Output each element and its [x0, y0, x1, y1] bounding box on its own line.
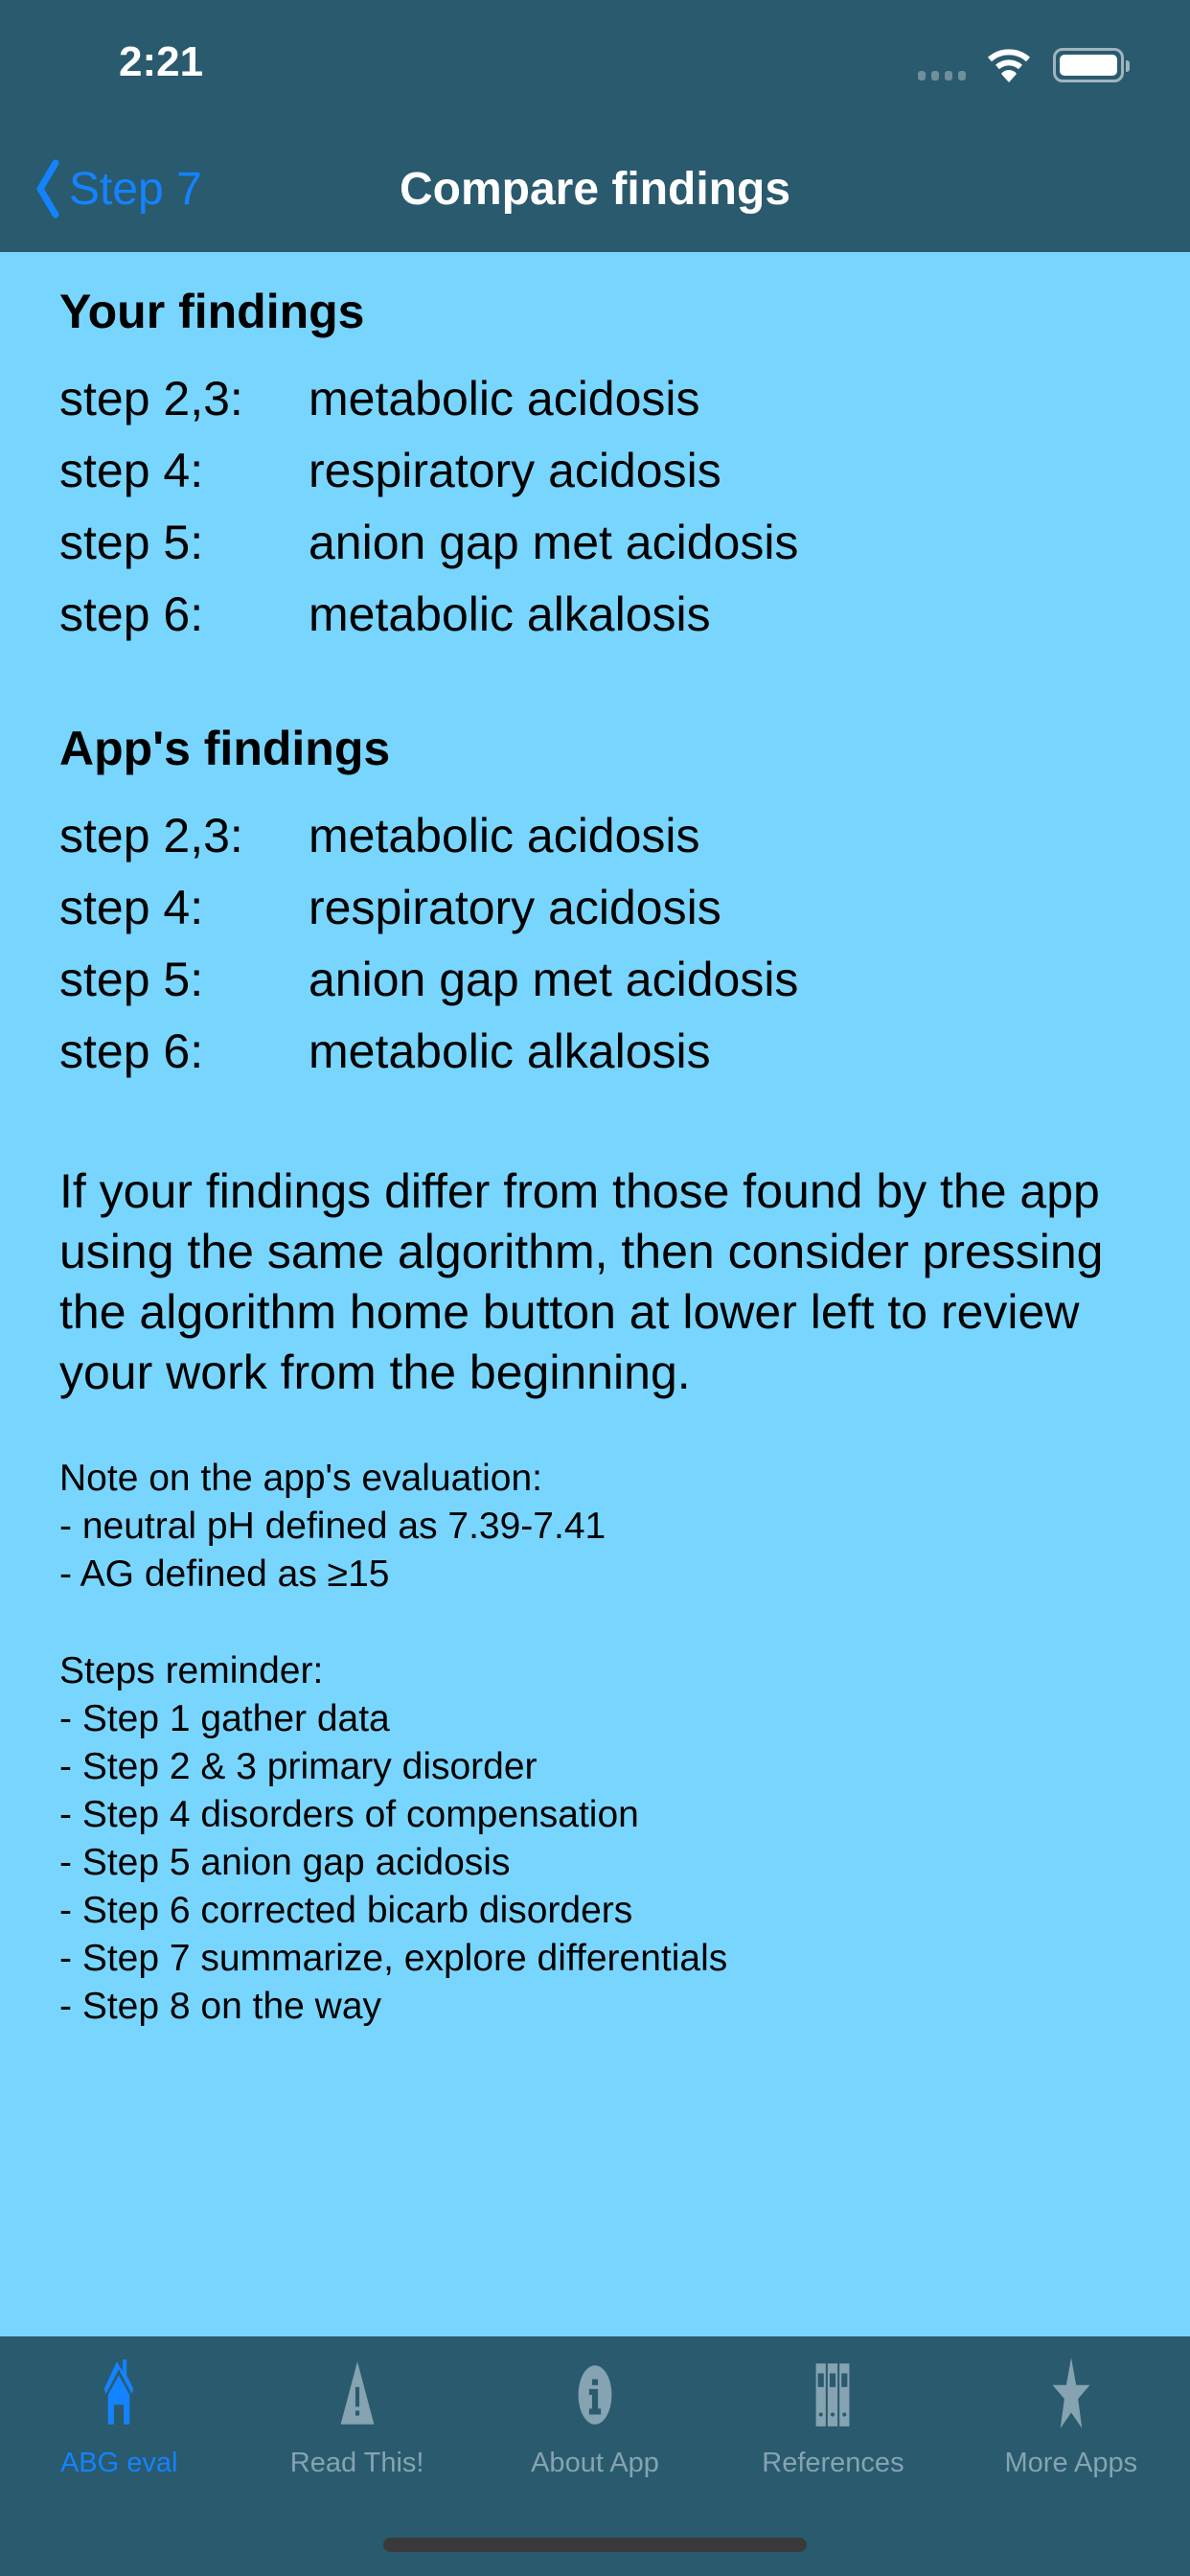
finding: metabolic acidosis — [309, 809, 700, 862]
steps-line: - Step 2 & 3 primary disorder — [59, 1746, 538, 1787]
tab-label: References — [762, 2448, 904, 2478]
step-label: step 6: — [59, 1024, 204, 1078]
finding: respiratory acidosis — [309, 444, 721, 497]
steps-line: - Step 7 summarize, explore differentials — [59, 1938, 728, 1979]
app-findings-heading: App's findings — [59, 722, 391, 775]
note-line: Note on the app's evaluation: — [59, 1458, 542, 1499]
back-label: Step 7 — [69, 163, 202, 215]
step-label: step 4: — [59, 444, 204, 497]
status-time: 2:21 — [119, 38, 204, 85]
app-finding-row — [59, 1024, 711, 1079]
your-finding-row — [59, 515, 798, 570]
app-finding-row — [59, 952, 798, 1007]
step-label: step 5: — [59, 953, 204, 1006]
finding: metabolic acidosis — [309, 372, 700, 426]
tab-abg-eval[interactable] — [0, 2336, 238, 2576]
header — [0, 0, 1190, 252]
page-title: Compare findings — [399, 164, 791, 215]
binders-icon — [794, 2354, 871, 2432]
steps-reminder — [59, 1647, 727, 2031]
advice-text: If your findings differ from those found by the app using the same algorithm, then consider pressing the algorithm home button at lower left to review your work from the beginning. — [59, 1164, 1104, 1399]
app-finding-row — [59, 880, 721, 935]
tab-more-apps[interactable] — [952, 2336, 1190, 2576]
step-label: step 4: — [59, 881, 204, 934]
info-icon — [557, 2354, 633, 2432]
steps-line: - Step 1 gather data — [59, 1698, 390, 1739]
steps-line: - Step 6 corrected bicarb disorders — [59, 1890, 633, 1931]
step-label: step 6: — [59, 587, 204, 641]
your-finding-row — [59, 443, 721, 498]
battery-icon — [1053, 48, 1124, 82]
your-finding-row — [59, 586, 711, 642]
tab-label: More Apps — [1004, 2448, 1138, 2478]
finding: metabolic alkalosis — [309, 1024, 711, 1078]
your-finding-row — [59, 371, 700, 426]
wifi-icon — [987, 46, 1031, 84]
steps-line: Steps reminder: — [59, 1650, 324, 1691]
finding: respiratory acidosis — [309, 881, 721, 934]
home-indicator — [383, 2538, 807, 2552]
steps-line: - Step 5 anion gap acidosis — [59, 1842, 511, 1883]
warning-icon — [319, 2354, 396, 2432]
tab-label: ABG eval — [59, 2448, 178, 2478]
step-label: step 5: — [59, 516, 204, 569]
evaluation-note — [59, 1455, 606, 1598]
home-icon — [80, 2354, 157, 2432]
finding: anion gap met acidosis — [309, 953, 799, 1006]
note-line: - AG defined as ≥15 — [59, 1553, 390, 1595]
tab-label: About App — [531, 2448, 659, 2478]
signal-icon — [918, 71, 966, 80]
star-icon — [1033, 2354, 1110, 2432]
steps-line: - Step 8 on the way — [59, 1986, 382, 2027]
finding: metabolic alkalosis — [309, 587, 711, 641]
step-label: step 2,3: — [59, 809, 243, 862]
app-finding-row — [59, 808, 700, 863]
tab-label: Read This! — [289, 2448, 424, 2478]
your-findings-heading: Your findings — [59, 285, 365, 338]
note-line: - neutral pH defined as 7.39-7.41 — [59, 1506, 606, 1547]
finding: anion gap met acidosis — [309, 516, 799, 569]
steps-line: - Step 4 disorders of compensation — [59, 1794, 639, 1835]
step-label: step 2,3: — [59, 372, 243, 426]
